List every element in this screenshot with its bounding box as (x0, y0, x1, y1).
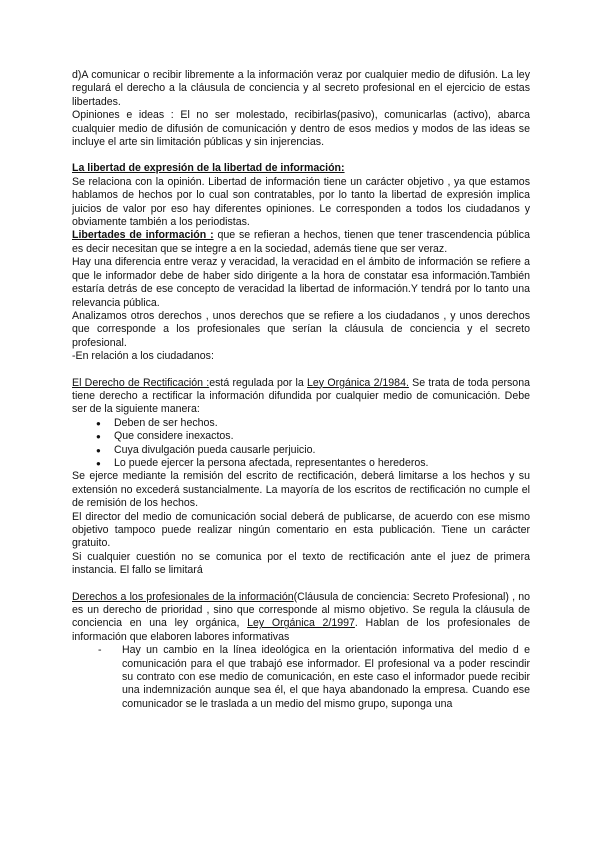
professional-rights-paragraph (72, 591, 530, 645)
section1-paragraph-2 (72, 229, 530, 256)
section1-paragraph-3: Hay una diferencia entre veraz y veracidad, la veracidad en el ámbito de información se refiere a que le informador debe de haber sido dirigente a la hora de constatar esa información.También estaría detrás de ese concepto de veracidad la libertad de información.Y tendrá por lo tanto una relevancia pública. (72, 256, 530, 309)
list-item: ● Cuya divulgación pueda causarle perjuicio. (102, 444, 530, 457)
professional-rights-text-a: (Cláusula de conciencia: Secreto Profesional) , no es un derecho de prioridad , sino que corresponde al mismo objetivo. Se regula la cláusula de conciencia en una ley orgánica, (72, 590, 530, 630)
rectification-paragraph-3: El director del medio de comunicación social deberá de publicarse, de acuerdo con ese mismo objetivo tampoco puede realizar ningún comentario en esta publicación. Tiene un carácter gratuito. (72, 510, 530, 550)
intro-paragraph-1: d)A comunicar o recibir libremente a la información veraz por cualquier medio de difusión. La ley regulará el derecho a la cláusula de conciencia y al secreto profesional en el ejercicio de estas libertades. (72, 69, 530, 108)
rectification-label: El Derecho de Rectificación : (72, 376, 210, 389)
section1-paragraph-5: -En relación a los ciudadanos: (72, 350, 214, 363)
section1-paragraph-1: Se relaciona con la opinión. Libertad de información tiene un carácter objetivo , ya que estamos hablamos de hechos por lo cual son contratables, por lo tanto la libertad de expresión implica juicios de valor por eso hay diferentes opiniones. Le corresponden a todos los ciudadanos y obviamente también a los periodistas. (72, 175, 530, 229)
spacer (72, 578, 530, 591)
rectification-paragraph-2: Se ejerce mediante la remisión del escrito de rectificación, deberá limitarse a los hechos y su extensión no excederá sustancialmente. La mayoría de los escritos de rectificación no cumple el de remisión de los hechos. (72, 470, 530, 510)
intro-paragraph-2: Opiniones e ideas : El no ser molestado, recibirlas(pasivo), comunicarlas (activo), abarca cualquier medio de difusión de comunicación y dentro de esos medios y modos de las ideas se incluye el arte sin limitación públicas y sin injerencias. (72, 109, 530, 149)
section1-paragraph-4: Analizamos otros derechos , unos derechos que se refiere a los ciudadanos , y unos derechos que corresponde a los profesionales que serían la cláusula de conciencia y el secreto profesional. (72, 309, 530, 349)
spacer (72, 149, 530, 162)
law-reference-1984: Ley Orgánica 2/1984. (307, 376, 409, 389)
spacer (72, 364, 530, 377)
rectification-paragraph-4: Si cualquier cuestión no se comunica por el texto de rectificación ante el juez de primera instancia. El fallo se limitará (72, 550, 530, 577)
list-item: ● Deben de ser hechos. (102, 417, 530, 430)
section-heading-expression: La libertad de expresión de la libertad de información: (72, 162, 345, 175)
professional-rights-dash-list (72, 644, 530, 711)
information-freedoms-label: Libertades de información : (72, 229, 214, 242)
professional-rights-text-b: . Hablan de los profesionales de información que elaboren labores informativas (72, 617, 530, 643)
law-reference-1997: Ley Orgánica 2/1997 (247, 617, 355, 630)
list-item: ● Que considere inexactos. (102, 430, 530, 443)
list-item: ● Lo puede ejercer la persona afectada, representantes o herederos. (102, 457, 530, 470)
rectification-bullet-list (72, 417, 530, 471)
list-item: - Hay un cambio en la línea ideológica en la orientación informativa del medio d e comunicación para el que trabajó ese informador. El profesional va a poder rescindir su contrato con ese medio de comunicación, en este caso el informador puede recibir una indemnización aunque sea él, el que haya abandonado la empresa. Cuando ese comunicador se le traslada a un medio del mismo grupo, suponga una (98, 644, 530, 711)
information-freedoms-text: que se refieran a hechos, tienen que tener trascendencia pública es decir necesitan que se integre a en la sociedad, además tiene que ser veraz. (72, 229, 530, 255)
rectification-text-a: está regulada por la (209, 376, 308, 389)
professional-rights-label: Derechos a los profesionales de la información (72, 590, 294, 603)
rectification-text-b: Se trata de toda persona tiene derecho a rectificar la información difundida por cualquier medio de comunicación. Debe ser de la siguiente manera: (72, 376, 530, 416)
rectification-paragraph (72, 377, 530, 417)
